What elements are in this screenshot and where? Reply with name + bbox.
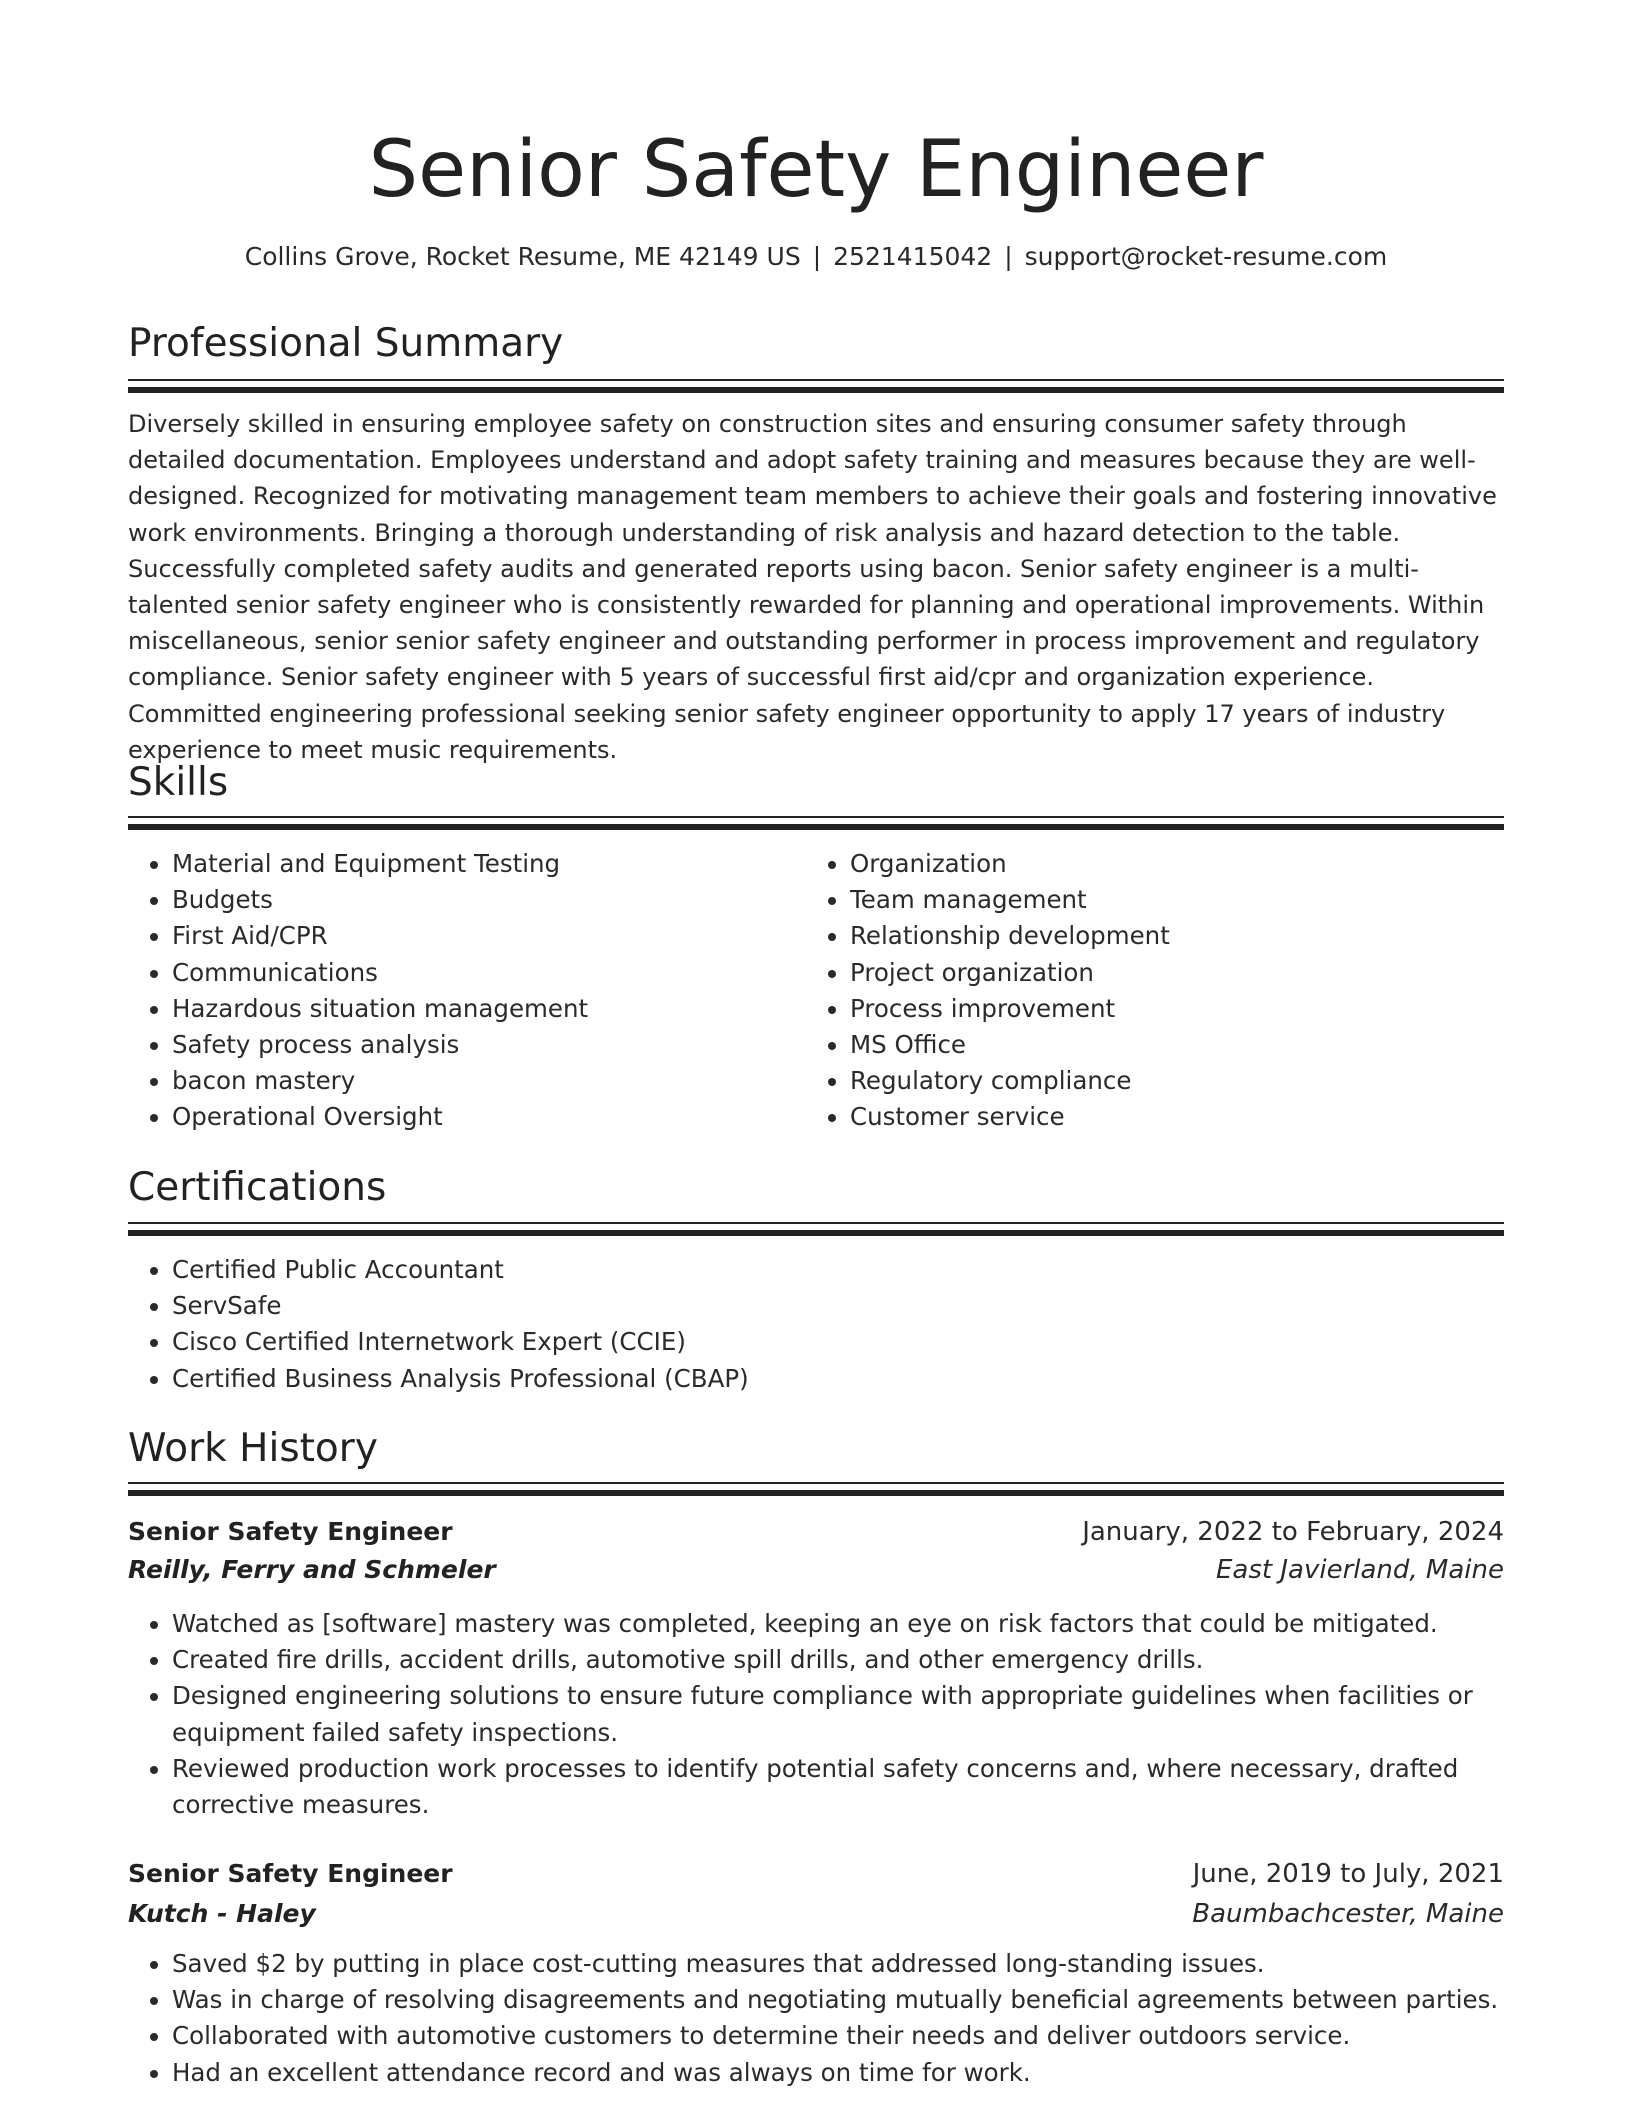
job-title: Senior Safety Engineer	[128, 1517, 453, 1546]
job-bullet: • Had an excellent attendance record and was always on time for work.	[172, 2055, 1504, 2091]
contact-separator: |	[1004, 242, 1013, 271]
skill-item: • Material and Equipment Testing	[172, 846, 792, 882]
skill-item: • Safety process analysis	[172, 1027, 792, 1063]
section-heading-certifications: Certifications	[128, 1165, 387, 1210]
job-bullet: • Designed engineering solutions to ensure future compliance with appropriate guidelines when facilities or equipment failed safety inspections.	[172, 1678, 1504, 1750]
job-bullet: • Saved $2 by putting in place cost-cutting measures that addressed long-standing issues.	[172, 1946, 1504, 1982]
section-divider	[128, 1222, 1504, 1236]
skill-item: • MS Office	[850, 1027, 1470, 1063]
job-bullet: • Watched as [software] mastery was completed, keeping an eye on risk factors that could be mitigated.	[172, 1606, 1504, 1642]
certifications-list	[128, 1252, 1472, 1397]
job-company: Reilly, Ferry and Schmeler	[128, 1555, 496, 1584]
job-bullet: • Reviewed production work processes to identify potential safety concerns and, where necessary, drafted corrective measures.	[172, 1751, 1504, 1823]
section-heading-work-history: Work History	[128, 1426, 378, 1471]
section-divider	[128, 1482, 1504, 1496]
section-divider	[128, 379, 1504, 393]
skill-item: • Project organization	[850, 955, 1470, 991]
skill-item: • Regulatory compliance	[850, 1063, 1470, 1099]
job-bullet: • Created fire drills, accident drills, automotive spill drills, and other emergency drills.	[172, 1642, 1504, 1678]
skill-item: • Operational Oversight	[172, 1099, 792, 1135]
contact-separator: |	[812, 242, 822, 271]
job-dates: January, 2022 to February, 2024	[1082, 1517, 1504, 1547]
contact-email: support@rocket-resume.com	[1024, 242, 1388, 271]
skills-list-left	[128, 846, 792, 1136]
job-location: East Javierland, Maine	[1216, 1555, 1504, 1585]
job-bullet: • Was in charge of resolving disagreements and negotiating mutually beneficial agreements between parties.	[172, 1982, 1504, 2018]
certification-item: • Certified Public Accountant	[172, 1252, 1472, 1288]
job-bullets	[128, 1606, 1504, 1823]
section-divider	[128, 816, 1504, 830]
skill-item: • Hazardous situation management	[172, 991, 792, 1027]
skill-item: • Budgets	[172, 882, 792, 918]
section-heading-skills: Skills	[128, 760, 229, 805]
skill-item: • Communications	[172, 955, 792, 991]
skill-item: • First Aid/CPR	[172, 918, 792, 954]
certification-item: • Cisco Certified Internetwork Expert (CCIE)	[172, 1324, 1472, 1360]
skill-item: • Team management	[850, 882, 1470, 918]
job-title: Senior Safety Engineer	[128, 1859, 453, 1888]
contact-phone: 2521415042	[833, 242, 993, 271]
certification-item: • Certified Business Analysis Professional (CBAP)	[172, 1361, 1472, 1397]
job-bullets	[128, 1946, 1504, 2091]
job-location: Baumbachcester, Maine	[1192, 1899, 1504, 1929]
job-company: Kutch - Haley	[128, 1899, 316, 1928]
skills-list-right	[806, 846, 1470, 1136]
skill-item: • Relationship development	[850, 918, 1470, 954]
contact-address: Collins Grove, Rocket Resume, ME 42149 US	[244, 242, 801, 271]
contact-line	[128, 237, 1504, 277]
skill-item: • Process improvement	[850, 991, 1470, 1027]
section-heading-summary: Professional Summary	[128, 321, 564, 366]
job-bullet: • Collaborated with automotive customers to determine their needs and deliver outdoors service.	[172, 2018, 1504, 2054]
job-dates: June, 2019 to July, 2021	[1192, 1859, 1504, 1889]
skill-item: • Customer service	[850, 1099, 1470, 1135]
summary-text: Diversely skilled in ensuring employee safety on construction sites and ensuring consumer safety through detailed documentation. Employees understand and adopt safety training and measures because they are well-designed. Recognized for motivating management team members to achieve their goals and fostering innovative work environments. Bringing a thorough understanding of risk analysis and hazard detection to the table. Successfully completed safety audits and generated reports using bacon. Senior safety engineer is a multi-talented senior safety engineer who is consistently rewarded for planning and operational improvements. Within miscellaneous, senior senior safety engineer and outstanding performer in process improvement and regulatory compliance. Senior safety engineer with 5 years of successful first aid/cpr and organization experience. Committed engineering professional seeking senior safety engineer opportunity to apply 17 years of industry experience to meet music requirements.	[128, 410, 1497, 764]
resume-title: Senior Safety Engineer	[368, 125, 1264, 215]
certification-item: • ServSafe	[172, 1288, 1472, 1324]
skill-item: • Organization	[850, 846, 1470, 882]
skill-item: • bacon mastery	[172, 1063, 792, 1099]
